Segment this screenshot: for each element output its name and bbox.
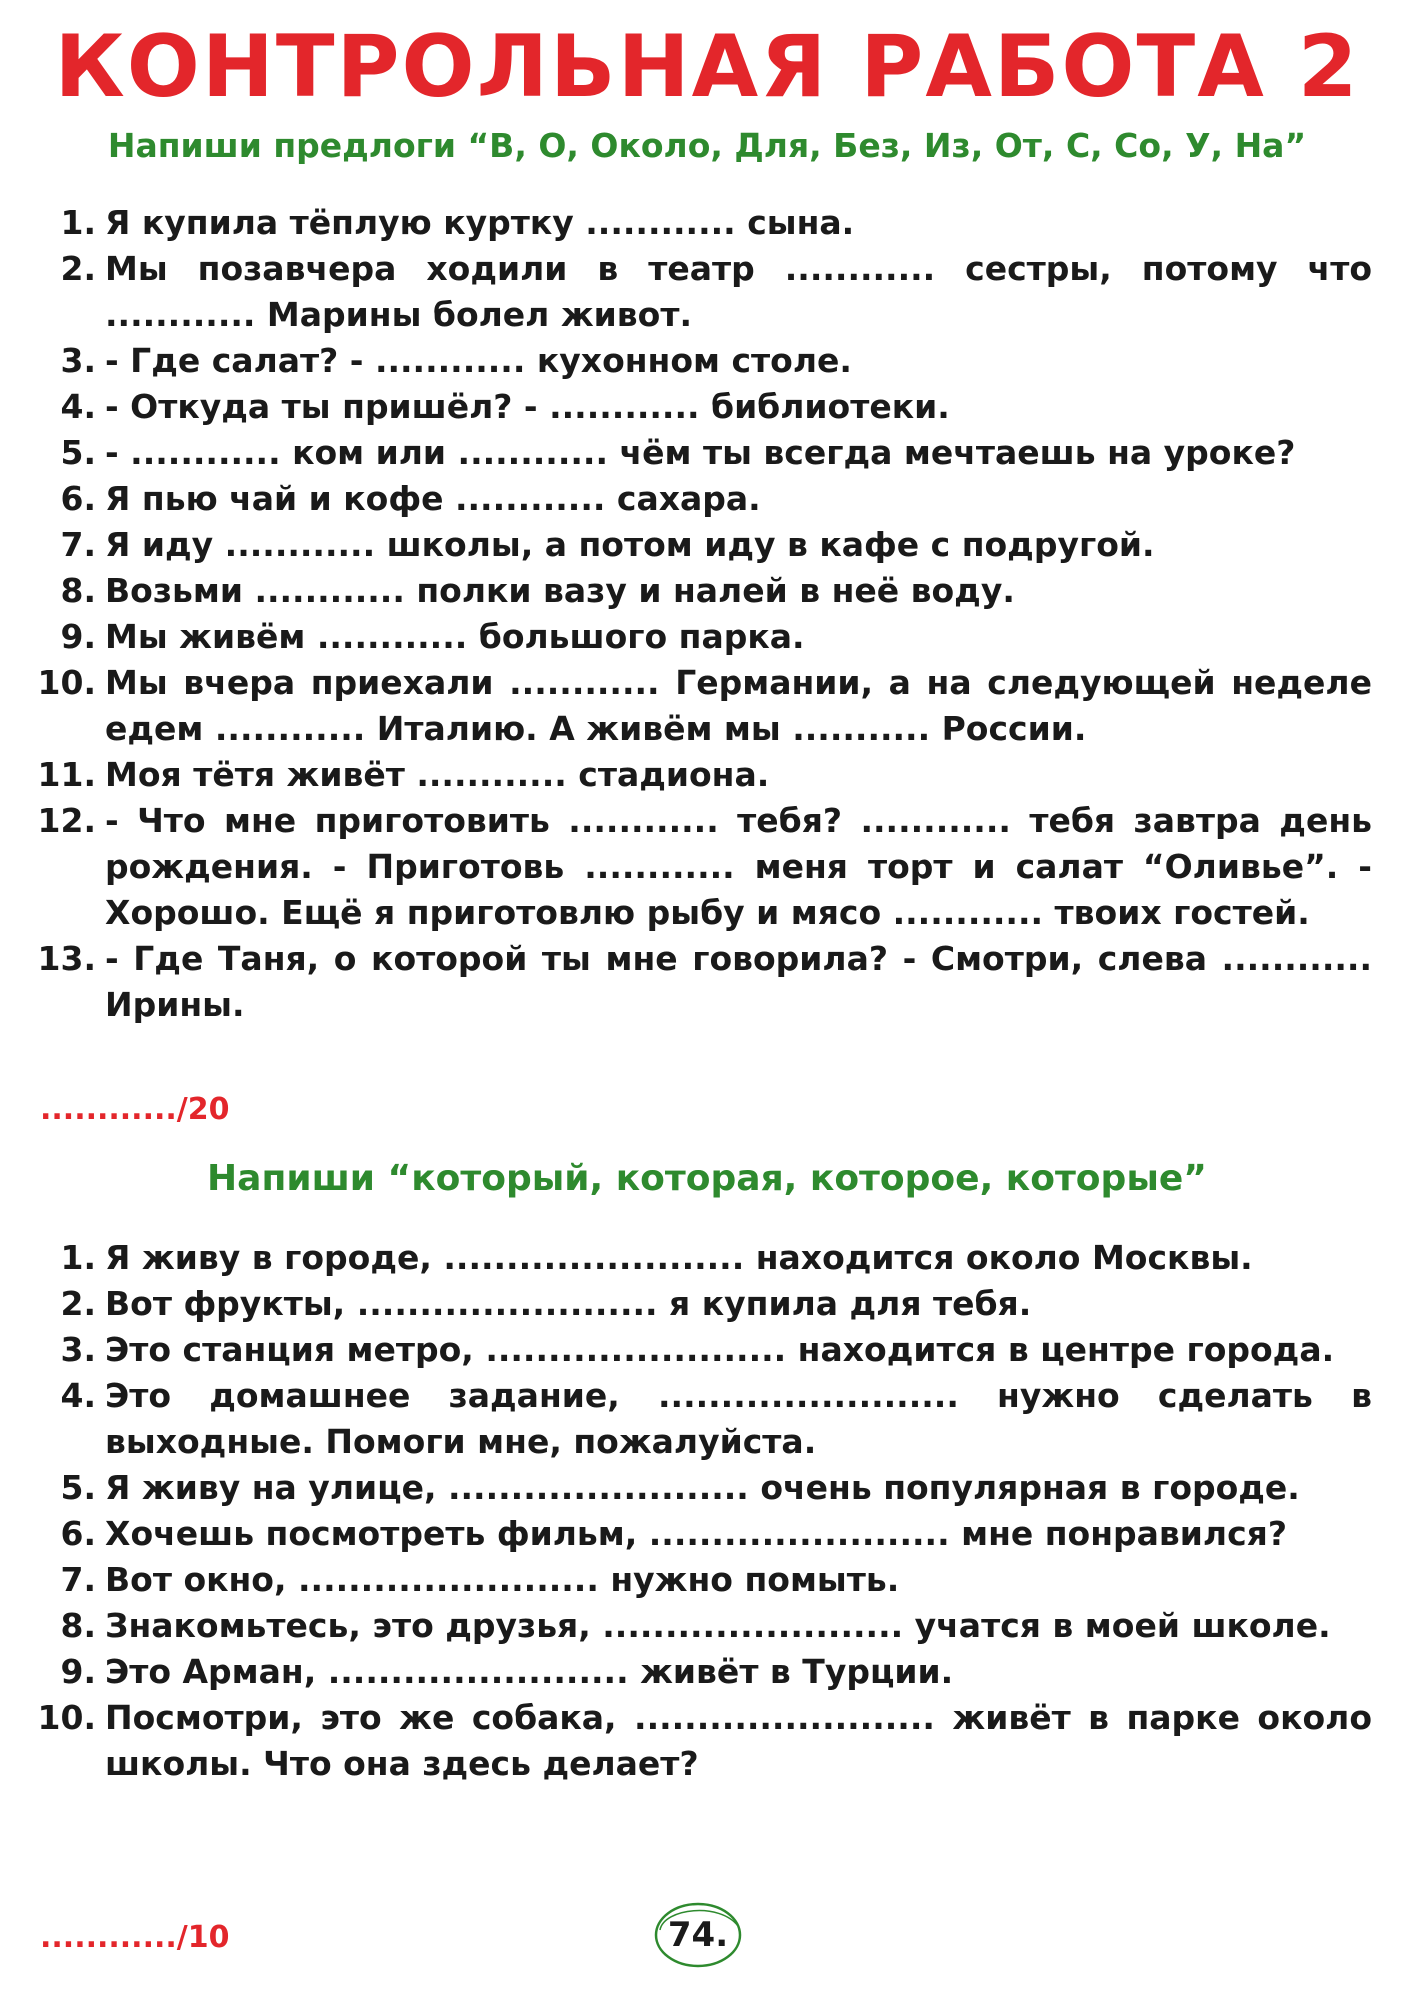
item-number: 4. bbox=[60, 1376, 96, 1415]
item-text: - Где Таня, о которой ты мне говорила? - Смотри, слева ............ Ирины. bbox=[105, 939, 1372, 1024]
item-number: 1. bbox=[60, 203, 96, 242]
item-number: 2. bbox=[60, 249, 96, 288]
item-number: 12. bbox=[37, 801, 96, 840]
exercise-item bbox=[0, 568, 1414, 614]
item-number: 13. bbox=[37, 939, 96, 978]
item-text: Хочешь посмотреть фильм, ........................ мне понравился? bbox=[105, 1514, 1287, 1553]
item-number: 5. bbox=[60, 433, 96, 472]
exercise-item bbox=[0, 1465, 1414, 1511]
exercise-item bbox=[0, 246, 1414, 338]
section1-score: ............/20 bbox=[40, 1092, 230, 1127]
item-number: 4. bbox=[60, 387, 96, 426]
item-text: Я живу на улице, ........................ очень популярная в городе. bbox=[105, 1468, 1300, 1507]
exercise-item bbox=[0, 1235, 1414, 1281]
section2-score: ............/10 bbox=[40, 1920, 230, 1955]
section2-exercise-list bbox=[0, 1235, 1414, 1787]
exercise-item bbox=[0, 1327, 1414, 1373]
item-number: 7. bbox=[60, 525, 96, 564]
item-text: Мы позавчера ходили в театр ............ сестры, потому что ............ Марины болел живот. bbox=[105, 249, 1372, 334]
item-text: Это станция метро, ........................ находится в центре города. bbox=[105, 1330, 1335, 1369]
item-text: Вот окно, ........................ нужно помыть. bbox=[105, 1560, 900, 1599]
item-text: - Что мне приготовить ............ тебя? ............ тебя завтра день рождения. - Приготовь ............ меня торт и салат “Оливье”. - Хорошо. Ещё я приготовлю рыбу и мясо ............ твоих гостей. bbox=[105, 801, 1372, 932]
item-text: Я пью чай и кофе ............ сахара. bbox=[105, 479, 761, 518]
page-title: КОНТРОЛЬНАЯ РАБОТА 2 bbox=[54, 17, 1360, 117]
item-text: Это Арман, ........................ живёт в Турции. bbox=[105, 1652, 954, 1691]
item-text: Посмотри, это же собака, ........................ живёт в парке около школы. Что она здесь делает? bbox=[105, 1698, 1372, 1783]
item-text: Возьми ............ полки вазу и налей в неё воду. bbox=[105, 571, 1015, 610]
item-text: Я живу в городе, ........................ находится около Москвы. bbox=[105, 1238, 1253, 1277]
exercise-item bbox=[0, 476, 1414, 522]
exercise-item bbox=[0, 384, 1414, 430]
exercise-item bbox=[0, 430, 1414, 476]
exercise-item bbox=[0, 936, 1414, 1028]
section1-instruction: Напиши предлоги “В, О, Около, Для, Без, Из, От, С, Со, У, На” bbox=[107, 126, 1307, 165]
exercise-item bbox=[0, 1695, 1414, 1787]
exercise-item bbox=[0, 660, 1414, 752]
item-number: 11. bbox=[37, 755, 96, 794]
item-number: 3. bbox=[60, 341, 96, 380]
item-number: 9. bbox=[60, 1652, 96, 1691]
exercise-item bbox=[0, 338, 1414, 384]
exercise-item bbox=[0, 1557, 1414, 1603]
item-text: Я купила тёплую куртку ............ сына. bbox=[105, 203, 855, 242]
exercise-item bbox=[0, 1603, 1414, 1649]
item-text: Знакомьтесь, это друзья, ........................ учатся в моей школе. bbox=[105, 1606, 1331, 1645]
exercise-item bbox=[0, 1281, 1414, 1327]
section2-instruction: Напиши “который, которая, которое, которые” bbox=[207, 1158, 1207, 1199]
page-number bbox=[650, 1900, 746, 1970]
item-text: - Где салат? - ............ кухонном столе. bbox=[105, 341, 852, 380]
item-text: Я иду ............ школы, а потом иду в кафе с подругой. bbox=[105, 525, 1155, 564]
item-text: Моя тётя живёт ............ стадиона. bbox=[105, 755, 770, 794]
exercise-item bbox=[0, 1649, 1414, 1695]
item-text: - Откуда ты пришёл? - ............ библиотеки. bbox=[105, 387, 950, 426]
item-number: 5. bbox=[60, 1468, 96, 1507]
section1-exercise-list bbox=[0, 200, 1414, 1028]
page-number-text: 74. bbox=[667, 1915, 729, 1955]
exercise-item bbox=[0, 752, 1414, 798]
item-number: 2. bbox=[60, 1284, 96, 1323]
exercise-item bbox=[0, 200, 1414, 246]
item-number: 10. bbox=[37, 663, 96, 702]
item-text: Мы живём ............ большого парка. bbox=[105, 617, 805, 656]
item-number: 8. bbox=[60, 571, 96, 610]
exercise-item bbox=[0, 614, 1414, 660]
item-number: 9. bbox=[60, 617, 96, 656]
item-text: Вот фрукты, ........................ я купила для тебя. bbox=[105, 1284, 1032, 1323]
item-text: Мы вчера приехали ............ Германии, а на следующей неделе едем ............ Италию. А живём мы ........... России. bbox=[105, 663, 1372, 748]
item-number: 7. bbox=[60, 1560, 96, 1599]
item-number: 1. bbox=[60, 1238, 96, 1277]
exercise-item bbox=[0, 522, 1414, 568]
item-number: 10. bbox=[37, 1698, 96, 1737]
exercise-item bbox=[0, 1373, 1414, 1465]
item-number: 6. bbox=[60, 1514, 96, 1553]
item-text: - ............ ком или ............ чём ты всегда мечтаешь на уроке? bbox=[105, 433, 1296, 472]
exercise-item bbox=[0, 1511, 1414, 1557]
item-number: 8. bbox=[60, 1606, 96, 1645]
item-text: Это домашнее задание, ........................ нужно сделать в выходные. Помоги мне, пожалуйста. bbox=[105, 1376, 1372, 1461]
item-number: 3. bbox=[60, 1330, 96, 1369]
item-number: 6. bbox=[60, 479, 96, 518]
exercise-item bbox=[0, 798, 1414, 936]
